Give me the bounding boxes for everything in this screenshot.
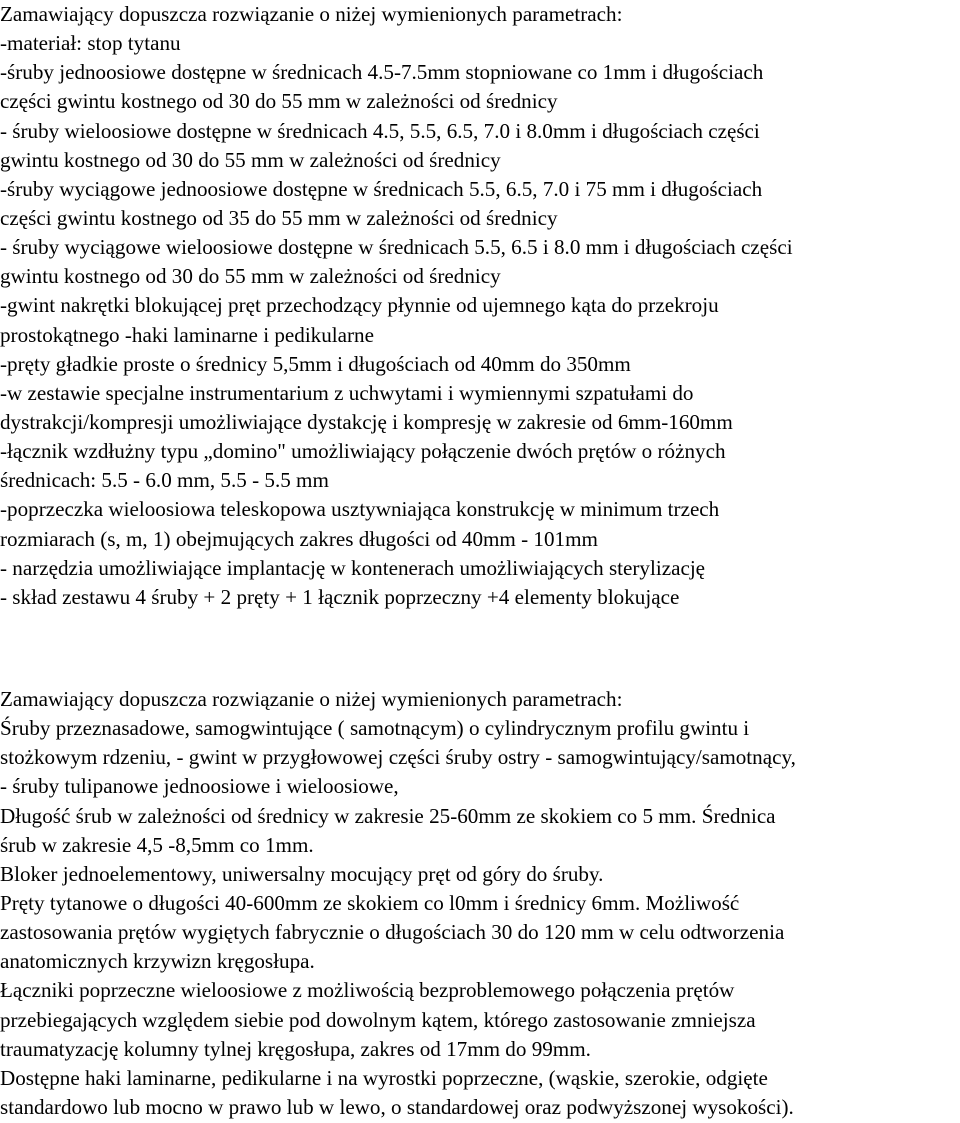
text-line: - śruby wyciągowe wieloosiowe dostępne w średnicach 5.5, 6.5 i 8.0 mm i długościach części <box>0 235 793 260</box>
paragraph-specification-2 <box>0 685 960 1122</box>
text-line: Długość śrub w zależności od średnicy w zakresie 25-60mm ze skokiem co 5 mm. Średnica <box>0 803 776 828</box>
text-line: przebiegających względem siebie pod dowolnym kątem, którego zastosowanie zmniejsza <box>0 1007 756 1032</box>
text-line: -pręty gładkie proste o średnicy 5,5mm i długościach od 40mm do 350mm <box>0 351 631 376</box>
text-line: zastosowania prętów wygiętych fabrycznie o długościach 30 do 120 mm w celu odtworzenia <box>0 920 785 945</box>
text-line: średnicach: 5.5 - 6.0 mm, 5.5 - 5.5 mm <box>0 468 329 493</box>
text-line: prostokątnego -haki laminarne i pedikularne <box>0 322 374 347</box>
text-line: -śruby jednoosiowe dostępne w średnicach 4.5-7.5mm stopniowane co 1mm i długościach <box>0 60 764 85</box>
text-line: Zamawiający dopuszcza rozwiązanie o niżej wymienionych parametrach: <box>0 687 623 711</box>
text-line: stożkowym rdzeniu, - gwint w przygłowowej części śruby ostry - samogwintujący/samotnący, <box>0 745 796 770</box>
text-line: rozmiarach (s, m, 1) obejmujących zakres długości od 40mm - 101mm <box>0 526 598 551</box>
text-line: Bloker jednoelementowy, uniwersalny mocujący pręt od góry do śruby. <box>0 861 604 886</box>
text-line: - narzędzia umożliwiające implantację w kontenerach umożliwiających sterylizację <box>0 555 706 580</box>
text-line: Łączniki poprzeczne wieloosiowe z możliwością bezproblemowego połączenia prętów <box>0 978 735 1003</box>
text-line: -śruby wyciągowe jednoosiowe dostępne w średnicach 5.5, 6.5, 7.0 i 75 mm i długościach <box>0 176 763 201</box>
text-line: - śruby wieloosiowe dostępne w średnicach 4.5, 5.5, 6.5, 7.0 i 8.0mm i długościach części <box>0 118 760 143</box>
text-line: Pręty tytanowe o długości 40-600mm ze skokiem co l0mm i średnicy 6mm. Możliwość <box>0 890 740 915</box>
text-line: anatomicznych krzywizn kręgosłupa. <box>0 949 315 974</box>
text-line: -poprzeczka wieloosiowa teleskopowa usztywniająca konstrukcję w minimum trzech <box>0 497 720 522</box>
text-line: -materiał: stop tytanu <box>0 31 181 56</box>
text-line: Dostępne haki laminarne, pedikularne i na wyrostki poprzeczne, (wąskie, szerokie, odgięte <box>0 1065 768 1090</box>
text-line: części gwintu kostnego od 35 do 55 mm w zależności od średnicy <box>0 205 558 230</box>
text-line: dystrakcji/kompresji umożliwiające dystakcję i kompresję w zakresie od 6mm-160mm <box>0 409 733 434</box>
text-line: -w zestawie specjalne instrumentarium z uchwytami i wymiennymi szpatułami do <box>0 380 694 405</box>
text-line: standardowo lub mocno w prawo lub w lewo, o standardowej oraz podwyższonej wysokości). <box>0 1094 794 1119</box>
text-line: -gwint nakrętki blokującej pręt przechodzący płynnie od ujemnego kąta do przekroju <box>0 293 719 318</box>
text-line: -łącznik wzdłużny typu „domino" umożliwiający połączenie dwóch prętów o różnych <box>0 439 726 464</box>
text-line: traumatyzację kolumny tylnej kręgosłupa, zakres od 17mm do 99mm. <box>0 1036 591 1061</box>
text-line: Zamawiający dopuszcza rozwiązanie o niżej wymienionych parametrach: <box>0 2 623 26</box>
text-line: gwintu kostnego od 30 do 55 mm w zależności od średnicy <box>0 264 501 289</box>
text-line: - śruby tulipanowe jednoosiowe i wieloosiowe, <box>0 774 399 799</box>
text-line: części gwintu kostnego od 30 do 55 mm w zależności od średnicy <box>0 89 558 114</box>
text-line: - skład zestawu 4 śruby + 2 pręty + 1 łącznik poprzeczny +4 elementy blokujące <box>0 584 680 609</box>
text-line: gwintu kostnego od 30 do 55 mm w zależności od średnicy <box>0 147 501 172</box>
text-line: Śruby przeznasadowe, samogwintujące ( samotnącym) o cylindrycznym profilu gwintu i <box>0 716 750 741</box>
text-line: śrub w zakresie 4,5 -8,5mm co 1mm. <box>0 832 314 857</box>
